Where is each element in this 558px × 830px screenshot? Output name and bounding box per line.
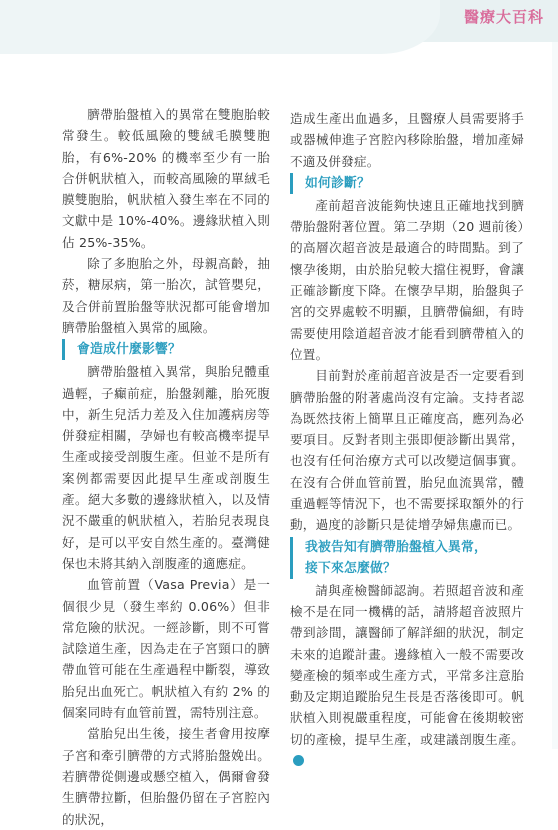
section-brand-label: 醫療大百科 [463, 8, 544, 26]
section-heading [290, 173, 524, 194]
paragraph: 產前超音波能夠快速且正確地找到臍帶胎盤附著位置。第二孕期（20 週前後）的高層次超音波是最適合的時間點。到了懷孕後期，由於胎兒較大擋住視野，會讓正確診斷度下降。在懷孕早期，胎盤與子宮的交界處較不明顯，且臍帶偏細，有時需要使用陰道超音波才能看到臍帶植入的位置。 [290, 197, 524, 362]
paragraph [290, 580, 524, 772]
section-heading [290, 537, 524, 579]
section-heading [62, 339, 270, 360]
page-header-band [0, 0, 558, 42]
right-column [290, 108, 524, 771]
paragraph: 血管前置（Vasa Previa）是一個很少見（發生率約 0.06%）但非常危險的狀況。一經診斷，則不可嘗試陰道生產，因為走在子宮頸口的臍帶血管可能在生產過程中斷裂，導致胎兒出血死亡。帆狀植入有約 2% 的個案同時有血管前置，需特別注意。 [62, 577, 270, 721]
paragraph: 除了多胞胎之外，母親高齡，抽菸，糖尿病，第一胎次，試管嬰兒，及合併前置胎盤等狀況都可能會增加臍帶胎盤植入異常的風險。 [62, 256, 270, 335]
header-curve-decoration [0, 0, 440, 54]
article-end-icon [293, 755, 304, 766]
section-heading-text: 會造成什麼影響？ [77, 342, 181, 358]
section-heading-text: 接下來怎麼做？ [305, 560, 396, 576]
paragraph: 臍帶胎盤植入異常，與胎兒體重過輕，子癲前症，胎盤剝離，胎死腹中，新生兒活力差及入住加護病房等併發症相關，孕婦也有較高機率提早生產或接受剖腹生產。但並不是所有案例都需要因此提早生產或剖腹生產。絕大多數的邊緣狀植入，以及情況不嚴重的帆狀植入，若胎兒表現良好，是可以平安自然生產的。臺灣健保也未將其納入剖腹產的適應症。 [62, 364, 270, 571]
left-column [62, 104, 270, 830]
section-heading-text: 我被告知有臍帶胎盤植入異常， [305, 539, 487, 555]
page-edge-decoration [552, 42, 558, 749]
paragraph: 目前對於產前超音波是否一定要看到臍帶胎盤的附著處尚沒有定論。支持者認為既然技術上簡單且正確度高，應列為必要項目。反對者則主張即便診斷出異常，也沒有任何治療方式可以改變這個事實。在沒有合併血管前置，胎兒血流異常，體重過輕等情況下，也不需要採取額外的行動，過度的診斷只是徒增孕婦焦慮而已。 [290, 368, 524, 533]
paragraph: 造成生產出血過多，且醫療人員需要將手或器械伸進子宮腔內移除胎盤，增加產婦不適及併發症。 [290, 111, 524, 169]
paragraph-text: 請與產檢醫師認詢。若照超音波和產檢不是在同一機構的話，請將超音波照片帶到診間，讓醫師了解詳細的狀況，制定未來的追蹤計畫。邊緣植入一般不需要改變產檢的頻率或生產方式，平常多注意胎動及定期追蹤胎兒生長是否落後即可。帆狀植入則視嚴重程度，可能會在後期較密切的產檢，提早生產，或建議剖腹生產。 [290, 582, 524, 747]
paragraph: 臍帶胎盤植入的異常在雙胞胎較常發生。較低風險的雙絨毛膜雙胞胎，有6%-20% 的機率至少有一胎合併帆狀植入，而較高風險的單絨毛膜雙胞胎，帆狀植入發生率在不同的文獻中是 10%-40%。邊緣狀植入則佔 25%-35%。 [62, 107, 270, 250]
paragraph: 當胎兒出生後，接生者會用按摩子宮和牽引臍帶的方式將胎盤娩出。若臍帶從側邊或懸空植入，偶爾會發生臍帶拉斷，但胎盤仍留在子宮腔內的狀況， [62, 726, 270, 827]
section-heading-text: 如何診斷？ [305, 175, 370, 191]
